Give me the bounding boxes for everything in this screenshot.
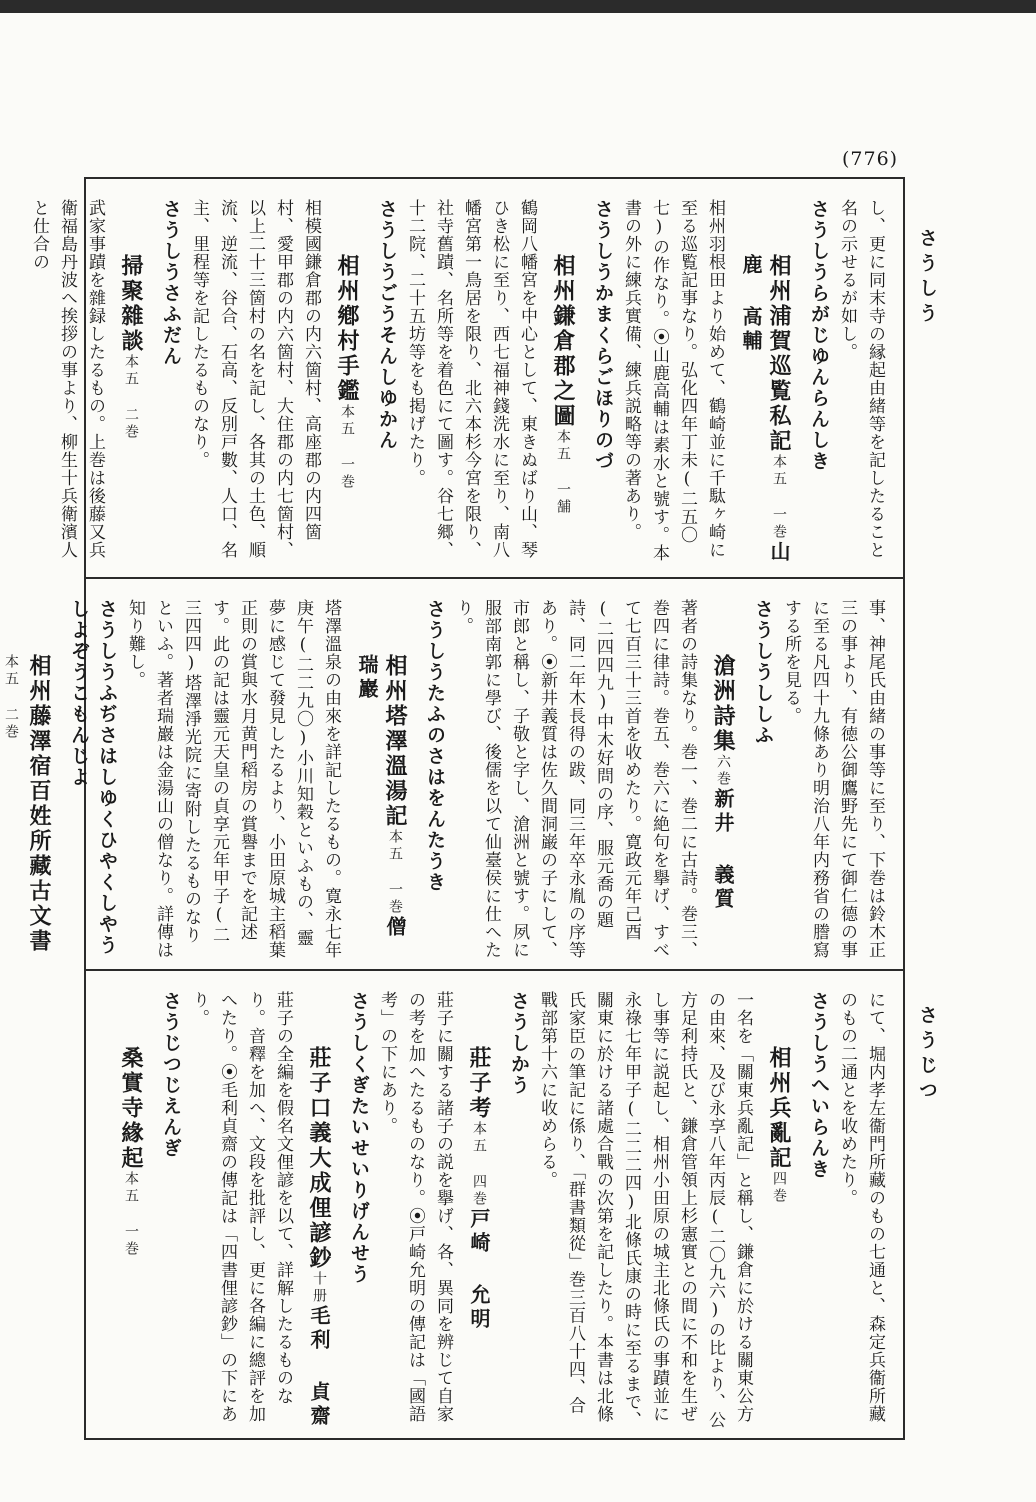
entry-title: 相州鎌倉郡之圖 — [550, 254, 576, 429]
entry-title-line — [333, 199, 361, 569]
entry-body: 相州羽根田より始めて、鶴崎並に千駄ヶ崎に至る巡覧記事なり。弘化四年丁未(二五〇七)の作なり。⦿山鹿高輔は素水と號す。本書の外に練兵實備、練兵説略等の著あり。 — [621, 199, 725, 562]
entry-title-line — [737, 199, 793, 569]
entry-body: 一名を「關東兵亂記」と稱し、鎌倉に於ける關東公方の由來、及び永享八年丙辰(二〇九六)の比より、公方足利持氏と、鎌倉管領上杉憲實との間に不和を生ぜし事等に説起し、相州小田原の城主北條氏の事蹟並に永祿七年甲子(二二二四)北條氏康の時に至るまで、關東に於ける諸處合戰の次第を記したり。本書は北條氏家臣の筆記に係り、「群書類從」巻三百八十四、合戰部第十六に收めらる。 — [537, 991, 753, 1429]
entry-body: 莊子の全編を假名文俚諺を以て、詳解したるものなり。音釋を加へ、文段を批評し、更に各編に總評を加へたり。⦿毛利貞齋の傳記は「四書俚諺鈔」の下にあり。 — [189, 991, 293, 1423]
tier-bottom-text — [86, 971, 903, 1438]
entry-title: 桑實寺緣起 — [118, 1046, 144, 1171]
entry-title-line — [765, 991, 793, 1430]
entry-volume: 本五 二巻 — [3, 654, 19, 741]
entry-volume: 本五 一巻 — [387, 829, 403, 916]
entry-title-line — [117, 991, 145, 1430]
entry-headword: さうしうらがじゆんらんしき — [808, 199, 830, 472]
entry-headword: さうしうごうそんしゆかん — [376, 199, 398, 451]
entry-volume: 本五 二巻 — [123, 354, 139, 441]
entry-body: 鶴岡八幡宮を中心として、東きぬばり山、琴ひき松に至り、西七福神錢洗水に至り、南八幡宮第一鳥居を限り、北六本杉今宮を限り、社寺舊蹟、名所等を着色にて圖す。谷七郷、十二院、二十五坊等をも掲げたり。 — [405, 199, 537, 559]
carry-over-text: し、更に同末寺の縁起由緒等を記したること名の示せるが如し。 — [837, 199, 885, 559]
entry-title-line — [305, 991, 333, 1430]
entry-headword: さうしうかまくらごほりのづ — [592, 199, 614, 472]
tier-middle-text — [3, 579, 903, 969]
running-head-right: さうしう — [916, 228, 938, 328]
entry-headword: さうしうさふだん — [160, 199, 182, 367]
entry-title: 莊子口義大成俚諺鈔 — [306, 1046, 332, 1271]
entry-headword: さうじつじえんぎ — [160, 991, 182, 1159]
entry-headword: さうしうへいらんき — [808, 991, 830, 1180]
entry-body: 著者の詩集なり。巻一、巻二に古詩。巻三、巻四に律詩。巻五、巻六に絶句を擧げ、すべて七百三十三首を收めたり。寛政元年己酉(二四四九)中木好問の序、服元喬の題詩、同二年木長得の跋、同三年卒永胤の序等あり。⦿新井義質は佐久間洞巌の子にして、市郎と稱し、子敬と字し、滄洲と號す。夙に服部南郭に學び、後儒を以て仙臺侯に仕へたり。 — [453, 599, 697, 959]
entry-title-line — [0, 599, 53, 961]
entry-headword: さうしうししふ — [752, 599, 774, 746]
entry-body: 莊子に關する諸子の説を擧げ、各、異同を辨じて自家の考を加へたるものなり。⦿戸崎允明の傳記は「國語考」の下にあり。 — [377, 991, 453, 1423]
entry-author: 戸崎 允明 — [467, 1208, 491, 1332]
tier-middle — [3, 577, 903, 969]
entry-headword: さうしかう — [508, 991, 530, 1096]
entry-title: 掃聚雜談 — [118, 254, 144, 354]
entry-volume: 四巻 — [771, 1171, 787, 1205]
running-head-left: さうじつ — [916, 1005, 938, 1105]
entry-volume: 本五 一舗 — [555, 429, 571, 516]
carry-over-text: 事、神尾氏由緒の事等に至り、下巻は鈴木正三の事より、有徳公御鷹野先にて御仁德の事に至る凡四十九條あり明治八年内務省の謄寫する所を見る。 — [781, 599, 885, 959]
top-scan-edge — [0, 0, 1036, 13]
entry-title: 相州塔澤溫湯記 — [382, 654, 408, 829]
entry-volume: 本五 四巻 — [471, 1121, 487, 1208]
entry-title: 相州兵亂記 — [766, 1046, 792, 1171]
entry-headword: さうしうふぢさはしゆくひやくしやうしよぞうこもんじよ — [68, 599, 118, 956]
tier-top — [29, 179, 903, 577]
page-number: (776) — [842, 148, 899, 170]
entry-volume: 本五 一巻 — [771, 454, 787, 541]
entry-title-line — [353, 599, 409, 961]
carry-over-text: にて、堀内孝左衞門所藏のもの七通と、森定兵衞所藏のもの二通とを收めたり。 — [837, 991, 885, 1423]
entry-title: 相州鄕村手鑑 — [334, 254, 360, 404]
entry-body: 塔澤溫泉の由來を詳記したるもの。寛永七年庚午(二二九〇)小川知穀といふもの、靈夢に感じて發見したるより、小田原城主稻葉正則の賞與水月黄門稻房の賞譽までを記述す。此の記は靈元天皇の貞享元年甲子(二三四四)塔澤淨光院に寄附したるものなりといふ。著者瑞巖は金湯山の僧なり。詳傳は知り難し。 — [125, 599, 341, 959]
entry-title-line — [709, 599, 737, 961]
entry-headword: さうしうたふのさはをんたうき — [424, 599, 446, 893]
entry-author: 毛利 貞齋 — [307, 1305, 331, 1429]
entry-title: 相州浦賀巡覧私記 — [766, 254, 792, 454]
entry-volume: 本五 一巻 — [339, 404, 355, 491]
entry-author: 山鹿 高輔 — [739, 254, 791, 565]
entry-author: 新井 義質 — [711, 788, 735, 912]
entry-volume: 十册 — [311, 1271, 327, 1305]
entry-title-line — [465, 991, 493, 1430]
entry-title: 莊子考 — [466, 1046, 492, 1121]
entry-headword: さうしくぎたいせいりげんせう — [348, 991, 370, 1285]
entry-body: 武家事蹟を雜録したるもの。上巻は後藤又兵衛福島丹波へ挨拶の事より、柳生十兵衛濱人と仕合の — [29, 199, 105, 559]
entry-title: 相州藤澤宿百姓所藏古文書 — [26, 654, 52, 954]
entry-author: 僧 瑞巖 — [355, 654, 407, 940]
entry-title-line — [549, 199, 577, 569]
entry-title: 滄洲詩集 — [710, 654, 736, 754]
entry-title-line — [117, 199, 145, 569]
text-frame — [3, 177, 905, 1440]
tier-top-text — [29, 179, 903, 577]
tier-bottom — [86, 969, 903, 1438]
entry-volume: 本五 一巻 — [123, 1171, 139, 1258]
entry-body: 相模國鎌倉郡の内六箇村、高座郡の内四箇村、愛甲郡の内六箇村、大住郡の内七箇村、以上二十三箇村の名を記し、各其の土色、順流、逆流、谷合、石高、反別戸數、人口、名主、里程等を記したるものなり。 — [189, 199, 321, 559]
entry-volume: 六巻 — [715, 754, 731, 788]
